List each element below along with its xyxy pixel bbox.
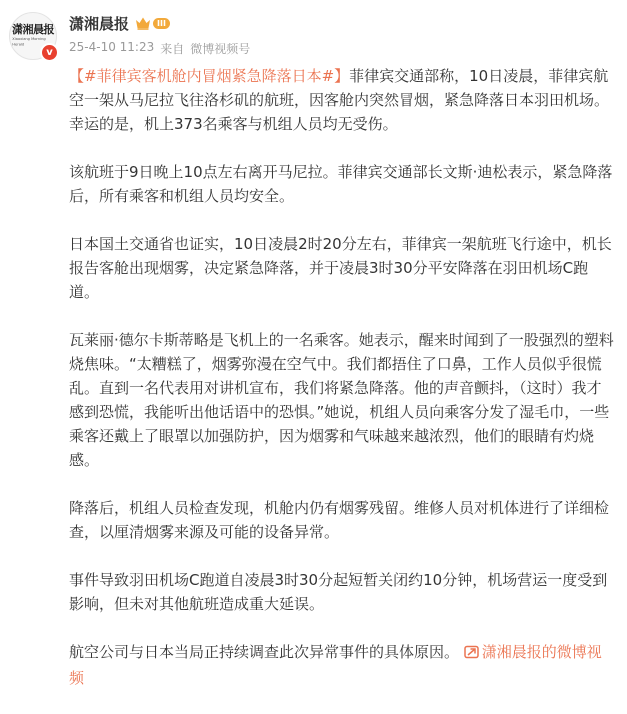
paragraph-3: 日本国土交通省也证实，10日凌晨2时20分左右，菲律宾一架航班飞行途中，机长报告客舱出现烟雾，决定紧急降落，并于凌晨3时30分平安降落在羽田机场C跑道。 xyxy=(69,235,612,301)
paragraph-4: 瓦莱丽·德尔卡斯蒂略是飞机上的一名乘客。她表示，醒来时闻到了一股强烈的塑料烧焦味。“太糟糕了，烟雾弥漫在空气中。我们都捂住了口鼻，工作人员似乎很慌乱。直到一名代表用对讲机宣布，我们将紧急降落。他的声音颤抖，（这时）我才感到恐慌，我能听出他话语中的恐惧。”她说，机组人员向乘客分发了湿毛巾，一些乘客还戴上了眼罩以加强防护，因为烟雾和气味越来越浓烈，他们的眼睛有灼烧感。 xyxy=(69,331,614,469)
timestamp[interactable]: 25-4-10 11:23 xyxy=(69,40,155,54)
source-prefix: 来自 xyxy=(160,42,185,56)
paragraph-7 xyxy=(69,640,616,690)
level-badge[interactable]: III xyxy=(153,18,170,29)
paragraph-7-text: 航空公司与日本当局正持续调查此次异常事件的具体原因。 xyxy=(69,643,460,661)
paragraph-2: 该航班于9日晚上10点左右离开马尼拉。菲律宾交通部长文斯·迪松表示，紧急降落后，所有乘客和机组人员均安全。 xyxy=(69,163,613,205)
paragraph-1-text: 菲律宾交通部称，10日凌晨，菲律宾航空一架从马尼拉飞往洛杉矶的航班，因客舱内突然冒烟，紧急降落日本羽田机场。幸运的是，机上373名乘客与机组人员均无受伤。 xyxy=(69,67,610,133)
paragraph-5: 降落后，机组人员检查发现，机舱内仍有烟雾残留。维修人员对机体进行了详细检查，以厘清烟雾来源及可能的设备异常。 xyxy=(69,499,610,541)
post-meta xyxy=(69,40,256,57)
video-link-icon xyxy=(464,642,479,666)
topic-tag-link[interactable]: 【#菲律宾客机舱内冒烟紧急降落日本#】 xyxy=(69,67,350,85)
crown-icon[interactable] xyxy=(135,16,151,30)
account-name[interactable]: 潇湘晨报 xyxy=(69,14,130,33)
avatar-logo-text: 潇湘晨报 xyxy=(12,23,54,36)
paragraph-1 xyxy=(69,64,616,136)
source-link[interactable]: 微博视频号 xyxy=(190,42,251,56)
avatar-logo-subtext: Xiaoxiang Morning Herald xyxy=(12,36,46,47)
paragraph-6: 事件导致羽田机场C跑道自凌晨3时30分起短暂关闭约10分钟，机场营运一度受到影响，但未对其他航班造成重大延误。 xyxy=(69,571,608,613)
video-link-label[interactable]: 潇湘晨报的微博视频 xyxy=(69,643,602,687)
avatar-container[interactable] xyxy=(9,12,57,60)
post-content xyxy=(69,64,616,714)
account-name-row xyxy=(69,12,170,34)
verified-icon: v xyxy=(40,43,59,62)
